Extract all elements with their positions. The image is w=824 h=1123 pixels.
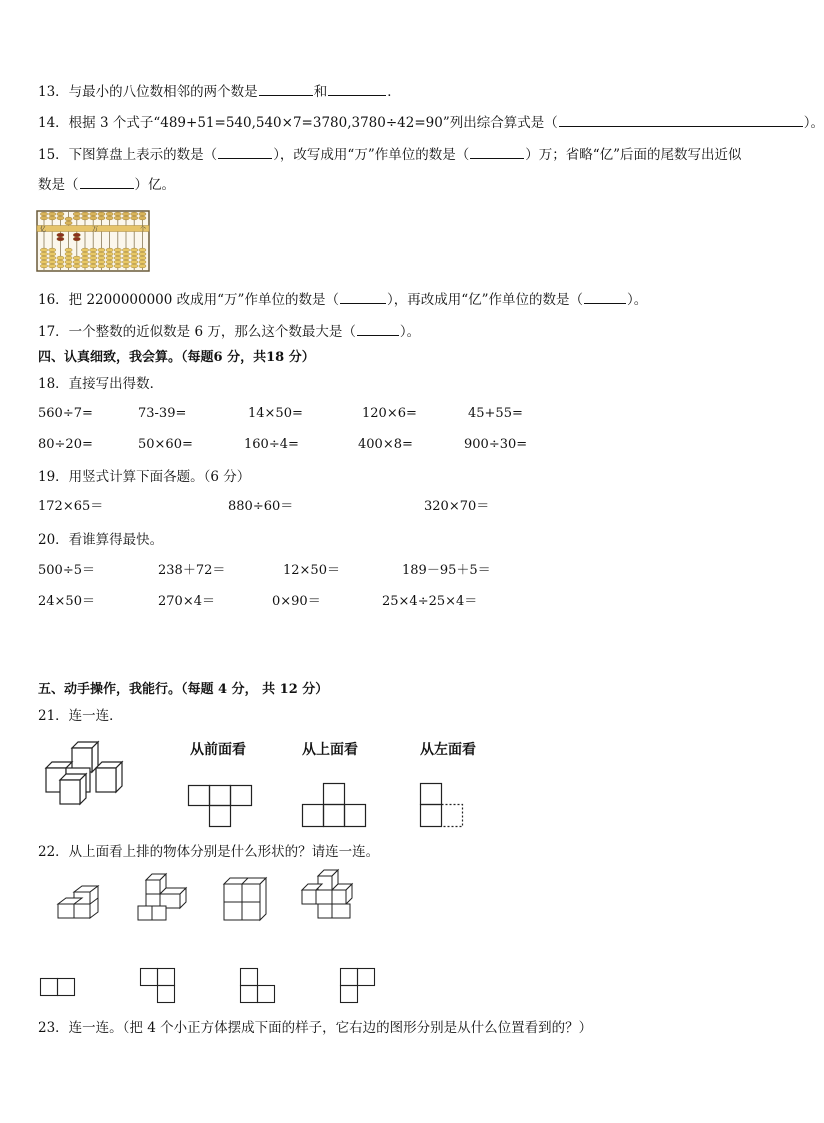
abacus-bead — [106, 260, 113, 264]
abacus-bead — [98, 212, 105, 216]
abacus-bead — [57, 256, 64, 260]
calc-item: 270×4＝ — [158, 594, 215, 609]
view-label-left: 从左面看 — [420, 742, 476, 758]
abacus-bead — [40, 212, 47, 216]
abacus-bead — [131, 256, 138, 260]
calc-item: 238＋72＝ — [158, 563, 226, 578]
solid-2[interactable] — [136, 872, 188, 922]
view-label-top: 从上面看 — [302, 742, 358, 758]
answer-blank[interactable] — [80, 175, 134, 189]
abacus-bead — [73, 264, 80, 268]
question-19-title: 19．用竖式计算下面各题。（6 分） — [38, 469, 251, 485]
abacus-bead — [114, 256, 121, 260]
abacus-bead — [106, 216, 113, 220]
abacus-bead — [106, 212, 113, 216]
answer-blank[interactable] — [559, 113, 803, 127]
cube-stack-3d[interactable] — [44, 742, 128, 806]
answer-blank[interactable] — [340, 290, 386, 304]
abacus-bead — [122, 256, 129, 260]
abacus-bead — [65, 217, 72, 221]
abacus-bead — [73, 233, 80, 237]
calc-item: 172×65＝ — [38, 499, 104, 514]
abacus-bead — [106, 256, 113, 260]
abacus-bead — [98, 216, 105, 220]
abacus-bead — [90, 216, 97, 220]
abacus-bead — [139, 264, 146, 268]
abacus-label-ge: 个 — [140, 226, 147, 233]
question-21-title: 21．连一连． — [38, 708, 123, 724]
abacus-bead — [40, 256, 47, 260]
question-15: 15．下图算盘上表示的数是（ ），改写成用“万”作单位的数是（ ）万；省略“亿”后面的尾数写出近似 — [38, 147, 742, 163]
abacus-bead — [114, 216, 121, 220]
abacus-bead — [65, 248, 72, 252]
calc-item: 45+55= — [468, 406, 523, 421]
abacus-bead — [90, 212, 97, 216]
abacus-label-wan: 万 — [92, 226, 99, 233]
calc-item: 880÷60＝ — [228, 499, 294, 514]
abacus-bead — [139, 212, 146, 216]
abacus-bead — [81, 216, 88, 220]
calc-item: 400×8= — [358, 437, 413, 452]
abacus-bead — [65, 256, 72, 260]
abacus-bead — [98, 256, 105, 260]
question-18-title: 18．直接写出得数． — [38, 376, 164, 392]
abacus-bead — [81, 264, 88, 268]
section-4-heading: 四、认真细致，我会算。（每题6 分，共18 分） — [38, 350, 315, 365]
abacus-bead — [73, 256, 80, 260]
abacus-bead — [73, 212, 80, 216]
abacus-bead — [114, 212, 121, 216]
calc-item: 73-39= — [138, 406, 187, 421]
abacus-bead — [114, 252, 121, 256]
question-23-title: 23．连一连。（把 4 个小正方体摆成下面的样子，它右边的图形分别是从什么位置看到的？） — [38, 1020, 593, 1036]
abacus-bead — [57, 212, 64, 216]
abacus-bead — [65, 252, 72, 256]
abacus-bead — [139, 260, 146, 264]
abacus-bead — [40, 248, 47, 252]
abacus-bead — [131, 212, 138, 216]
abacus-bead — [57, 237, 64, 241]
abacus-bead — [81, 212, 88, 216]
top-view-shape[interactable] — [302, 783, 366, 827]
question-20-title: 20．看谁算得最快。 — [38, 532, 164, 548]
calc-item: 189－95＋5＝ — [402, 563, 491, 578]
calc-item: 500÷5＝ — [38, 563, 95, 578]
front-view-shape[interactable] — [188, 785, 252, 827]
abacus-bead — [98, 260, 105, 264]
abacus-bead — [114, 264, 121, 268]
abacus-bead — [131, 264, 138, 268]
abacus-bead — [81, 248, 88, 252]
abacus-bead — [49, 216, 56, 220]
solid-3[interactable] — [222, 876, 268, 922]
abacus-bead — [49, 260, 56, 264]
abacus-bead — [131, 252, 138, 256]
calc-item: 80÷20= — [38, 437, 93, 452]
abacus-bead — [98, 252, 105, 256]
question-13: 13．与最小的八位数相邻的两个数是 和 ． — [38, 84, 401, 100]
abacus-bead — [90, 248, 97, 252]
abacus-bead — [122, 216, 129, 220]
top-shape-3[interactable] — [240, 968, 276, 1004]
answer-blank[interactable] — [584, 290, 626, 304]
abacus-bead — [65, 221, 72, 225]
abacus-bead — [40, 264, 47, 268]
abacus-label-yi: 亿 — [40, 226, 47, 233]
abacus-bead — [114, 260, 121, 264]
abacus-bead — [131, 216, 138, 220]
answer-blank[interactable] — [259, 82, 313, 96]
abacus-bead — [122, 252, 129, 256]
answer-blank[interactable] — [470, 145, 524, 159]
question-14: 14．根据 3 个式子“489+51=540,540×7=3780,3780÷42=90”列出综合算式是（ ）。 — [38, 115, 824, 131]
abacus-bead — [49, 264, 56, 268]
top-shape-4[interactable] — [340, 968, 376, 1004]
abacus-bead — [131, 248, 138, 252]
abacus-bead — [131, 260, 138, 264]
section-5-heading: 五、动手操作，我能行。（每题 4 分， 共 12 分） — [38, 682, 329, 697]
abacus-bead — [122, 248, 129, 252]
calc-item: 900÷30= — [464, 437, 528, 452]
abacus-bead — [49, 248, 56, 252]
abacus-bead — [122, 212, 129, 216]
abacus-bead — [73, 216, 80, 220]
abacus-bead — [139, 248, 146, 252]
abacus-bead — [81, 256, 88, 260]
view-label-front: 从前面看 — [190, 742, 246, 758]
question-17: 17．一个整数的近似数是 6 万，那么这个数最大是（ ）。 — [38, 324, 421, 340]
calc-item: 560÷7= — [38, 406, 93, 421]
abacus-figure — [36, 210, 150, 272]
abacus-bead — [90, 256, 97, 260]
calc-item: 50×60= — [138, 437, 193, 452]
calc-item: 12×50＝ — [283, 563, 340, 578]
abacus-bead — [122, 260, 129, 264]
abacus-bead — [40, 252, 47, 256]
top-shape-2[interactable] — [140, 968, 176, 1004]
solid-1[interactable] — [56, 884, 104, 920]
abacus-bead — [65, 264, 72, 268]
calc-item: 320×70＝ — [424, 499, 490, 514]
abacus-bead — [139, 252, 146, 256]
abacus-bead — [106, 252, 113, 256]
answer-blank[interactable] — [328, 82, 386, 96]
abacus-bead — [90, 252, 97, 256]
abacus-bead — [106, 264, 113, 268]
calc-item: 160÷4= — [244, 437, 299, 452]
abacus-bead — [114, 248, 121, 252]
abacus-bead — [81, 252, 88, 256]
calc-item: 0×90＝ — [272, 594, 321, 609]
abacus-bead — [139, 216, 146, 220]
solid-4[interactable] — [300, 868, 354, 922]
top-shape-1[interactable] — [40, 978, 76, 998]
calc-item: 120×6= — [362, 406, 417, 421]
abacus-bead — [40, 260, 47, 264]
question-22-title: 22．从上面看上排的物体分别是什么形状的？请连一连。 — [38, 844, 380, 860]
abacus-bead — [65, 260, 72, 264]
abacus-bead — [122, 264, 129, 268]
calc-item: 25×4÷25×4＝ — [382, 594, 478, 609]
calc-item: 14×50= — [248, 406, 303, 421]
abacus-bead — [106, 248, 113, 252]
abacus-bead — [57, 260, 64, 264]
abacus-bead — [98, 248, 105, 252]
answer-blank[interactable] — [218, 145, 272, 159]
abacus-bead — [90, 260, 97, 264]
abacus-bead — [49, 212, 56, 216]
abacus-bead — [98, 264, 105, 268]
abacus-bead — [49, 252, 56, 256]
answer-blank[interactable] — [357, 322, 399, 336]
abacus-bead — [73, 260, 80, 264]
calc-item: 24×50＝ — [38, 594, 95, 609]
left-view-shape[interactable] — [420, 783, 464, 827]
abacus-bead — [40, 216, 47, 220]
abacus-bead — [57, 264, 64, 268]
abacus-bead — [57, 216, 64, 220]
abacus-bead — [57, 233, 64, 237]
abacus-bead — [139, 256, 146, 260]
question-16: 16．把 2200000000 改成用“万”作单位的数是（ ），再改成用“亿”作单位的数是（ ）。 — [38, 292, 648, 308]
abacus-bead — [90, 264, 97, 268]
abacus-bead — [49, 256, 56, 260]
question-15-cont: 数是（ ）亿。 — [38, 177, 175, 193]
abacus-bead — [73, 237, 80, 241]
abacus-bead — [81, 260, 88, 264]
